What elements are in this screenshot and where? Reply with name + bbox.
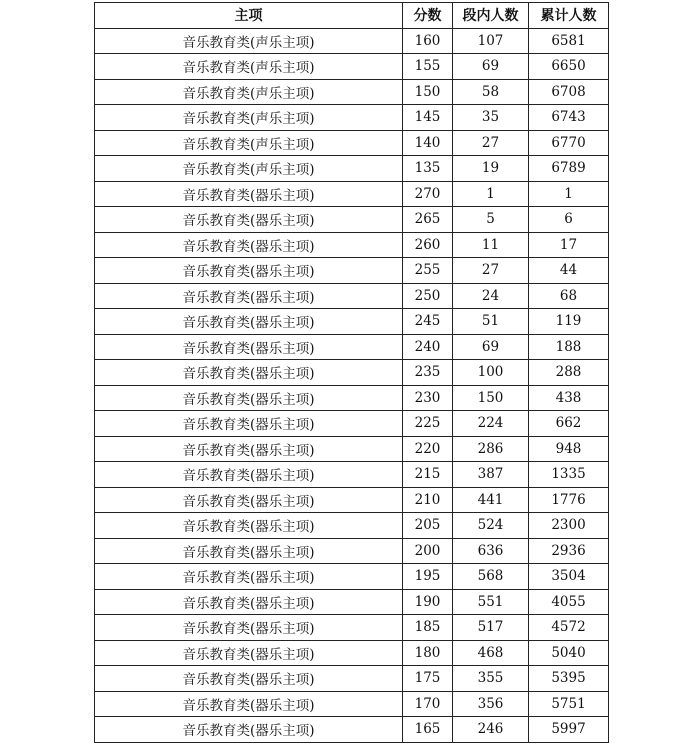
cell-score: 190 — [403, 589, 453, 615]
table-row — [95, 385, 609, 411]
cell-score: 135 — [403, 156, 453, 182]
cell-segment-count: 11 — [453, 232, 529, 258]
cell-cumulative-count: 6650 — [529, 54, 609, 80]
table-row — [95, 360, 609, 386]
cell-segment-count: 69 — [453, 334, 529, 360]
cell-major: 音乐教育类(器乐主项) — [95, 538, 403, 564]
table-row — [95, 640, 609, 666]
table-row — [95, 156, 609, 182]
cell-cumulative-count: 2300 — [529, 513, 609, 539]
cell-score: 205 — [403, 513, 453, 539]
cell-major: 音乐教育类(器乐主项) — [95, 360, 403, 386]
cell-score: 200 — [403, 538, 453, 564]
cell-cumulative-count: 68 — [529, 283, 609, 309]
cell-segment-count: 224 — [453, 411, 529, 437]
cell-score: 155 — [403, 54, 453, 80]
table-row — [95, 513, 609, 539]
cell-major: 音乐教育类(声乐主项) — [95, 54, 403, 80]
cell-segment-count: 1 — [453, 181, 529, 207]
cell-segment-count: 524 — [453, 513, 529, 539]
cell-cumulative-count: 188 — [529, 334, 609, 360]
cell-major: 音乐教育类(声乐主项) — [95, 130, 403, 156]
cell-cumulative-count: 1335 — [529, 462, 609, 488]
cell-score: 180 — [403, 640, 453, 666]
cell-cumulative-count: 948 — [529, 436, 609, 462]
cell-major: 音乐教育类(声乐主项) — [95, 156, 403, 182]
cell-score: 215 — [403, 462, 453, 488]
cell-segment-count: 5 — [453, 207, 529, 233]
table-row — [95, 589, 609, 615]
cell-major: 音乐教育类(器乐主项) — [95, 207, 403, 233]
table-row — [95, 487, 609, 513]
cell-cumulative-count: 17 — [529, 232, 609, 258]
cell-score: 195 — [403, 564, 453, 590]
table-row — [95, 54, 609, 80]
cell-score: 245 — [403, 309, 453, 335]
table-row — [95, 411, 609, 437]
table-row — [95, 538, 609, 564]
cell-major: 音乐教育类(器乐主项) — [95, 181, 403, 207]
cell-segment-count: 150 — [453, 385, 529, 411]
cell-cumulative-count: 6770 — [529, 130, 609, 156]
cell-cumulative-count: 6789 — [529, 156, 609, 182]
cell-major: 音乐教育类(器乐主项) — [95, 258, 403, 284]
header-row — [95, 3, 609, 29]
cell-cumulative-count: 1 — [529, 181, 609, 207]
cell-cumulative-count: 44 — [529, 258, 609, 284]
cell-segment-count: 58 — [453, 79, 529, 105]
table-row — [95, 462, 609, 488]
cell-major: 音乐教育类(声乐主项) — [95, 79, 403, 105]
cell-segment-count: 356 — [453, 691, 529, 717]
cell-score: 170 — [403, 691, 453, 717]
cell-score: 250 — [403, 283, 453, 309]
table-row — [95, 334, 609, 360]
cell-segment-count: 517 — [453, 615, 529, 641]
cell-score: 145 — [403, 105, 453, 131]
cell-major: 音乐教育类(器乐主项) — [95, 232, 403, 258]
header-segment-count: 段内人数 — [453, 3, 529, 29]
cell-score: 260 — [403, 232, 453, 258]
cell-major: 音乐教育类(器乐主项) — [95, 615, 403, 641]
cell-segment-count: 24 — [453, 283, 529, 309]
cell-segment-count: 355 — [453, 666, 529, 692]
cell-major: 音乐教育类(器乐主项) — [95, 385, 403, 411]
cell-cumulative-count: 5997 — [529, 717, 609, 743]
table-row — [95, 181, 609, 207]
table-row — [95, 436, 609, 462]
cell-score: 165 — [403, 717, 453, 743]
cell-score: 265 — [403, 207, 453, 233]
cell-cumulative-count: 5751 — [529, 691, 609, 717]
cell-cumulative-count: 2936 — [529, 538, 609, 564]
cell-segment-count: 27 — [453, 130, 529, 156]
cell-segment-count: 51 — [453, 309, 529, 335]
cell-score: 225 — [403, 411, 453, 437]
table-row — [95, 232, 609, 258]
cell-segment-count: 100 — [453, 360, 529, 386]
cell-score: 140 — [403, 130, 453, 156]
cell-major: 音乐教育类(器乐主项) — [95, 283, 403, 309]
table-row — [95, 309, 609, 335]
cell-score: 240 — [403, 334, 453, 360]
cell-score: 185 — [403, 615, 453, 641]
cell-score: 220 — [403, 436, 453, 462]
cell-score: 210 — [403, 487, 453, 513]
cell-segment-count: 19 — [453, 156, 529, 182]
cell-segment-count: 468 — [453, 640, 529, 666]
cell-cumulative-count: 6 — [529, 207, 609, 233]
cell-cumulative-count: 5395 — [529, 666, 609, 692]
cell-score: 160 — [403, 28, 453, 54]
cell-cumulative-count: 662 — [529, 411, 609, 437]
cell-cumulative-count: 4055 — [529, 589, 609, 615]
cell-major: 音乐教育类(器乐主项) — [95, 436, 403, 462]
header-score: 分数 — [403, 3, 453, 29]
table-row — [95, 258, 609, 284]
table-row — [95, 564, 609, 590]
cell-major: 音乐教育类(器乐主项) — [95, 334, 403, 360]
cell-segment-count: 551 — [453, 589, 529, 615]
table-row — [95, 130, 609, 156]
cell-cumulative-count: 6581 — [529, 28, 609, 54]
cell-major: 音乐教育类(器乐主项) — [95, 309, 403, 335]
table-row — [95, 691, 609, 717]
cell-segment-count: 636 — [453, 538, 529, 564]
cell-segment-count: 286 — [453, 436, 529, 462]
cell-cumulative-count: 5040 — [529, 640, 609, 666]
cell-score: 230 — [403, 385, 453, 411]
cell-major: 音乐教育类(声乐主项) — [95, 28, 403, 54]
cell-major: 音乐教育类(声乐主项) — [95, 105, 403, 131]
cell-cumulative-count: 119 — [529, 309, 609, 335]
cell-major: 音乐教育类(器乐主项) — [95, 411, 403, 437]
score-distribution-table — [94, 2, 609, 743]
table-row — [95, 28, 609, 54]
cell-segment-count: 387 — [453, 462, 529, 488]
cell-major: 音乐教育类(器乐主项) — [95, 717, 403, 743]
cell-major: 音乐教育类(器乐主项) — [95, 462, 403, 488]
cell-segment-count: 69 — [453, 54, 529, 80]
cell-score: 175 — [403, 666, 453, 692]
cell-score: 255 — [403, 258, 453, 284]
table-row — [95, 283, 609, 309]
table-row — [95, 79, 609, 105]
cell-major: 音乐教育类(器乐主项) — [95, 666, 403, 692]
cell-major: 音乐教育类(器乐主项) — [95, 589, 403, 615]
table-body — [95, 28, 609, 742]
cell-cumulative-count: 6708 — [529, 79, 609, 105]
cell-segment-count: 246 — [453, 717, 529, 743]
cell-score: 150 — [403, 79, 453, 105]
header-cumulative-count: 累计人数 — [529, 3, 609, 29]
table-row — [95, 615, 609, 641]
header-major: 主项 — [95, 3, 403, 29]
table-row — [95, 666, 609, 692]
table-header — [95, 3, 609, 29]
cell-segment-count: 35 — [453, 105, 529, 131]
cell-cumulative-count: 3504 — [529, 564, 609, 590]
cell-cumulative-count: 438 — [529, 385, 609, 411]
cell-major: 音乐教育类(器乐主项) — [95, 513, 403, 539]
cell-major: 音乐教育类(器乐主项) — [95, 564, 403, 590]
table-row — [95, 717, 609, 743]
table-row — [95, 105, 609, 131]
cell-major: 音乐教育类(器乐主项) — [95, 691, 403, 717]
cell-segment-count: 568 — [453, 564, 529, 590]
cell-cumulative-count: 288 — [529, 360, 609, 386]
cell-major: 音乐教育类(器乐主项) — [95, 487, 403, 513]
cell-segment-count: 107 — [453, 28, 529, 54]
cell-cumulative-count: 1776 — [529, 487, 609, 513]
cell-score: 270 — [403, 181, 453, 207]
cell-segment-count: 441 — [453, 487, 529, 513]
cell-cumulative-count: 4572 — [529, 615, 609, 641]
cell-cumulative-count: 6743 — [529, 105, 609, 131]
cell-score: 235 — [403, 360, 453, 386]
cell-segment-count: 27 — [453, 258, 529, 284]
table-row — [95, 207, 609, 233]
cell-major: 音乐教育类(器乐主项) — [95, 640, 403, 666]
